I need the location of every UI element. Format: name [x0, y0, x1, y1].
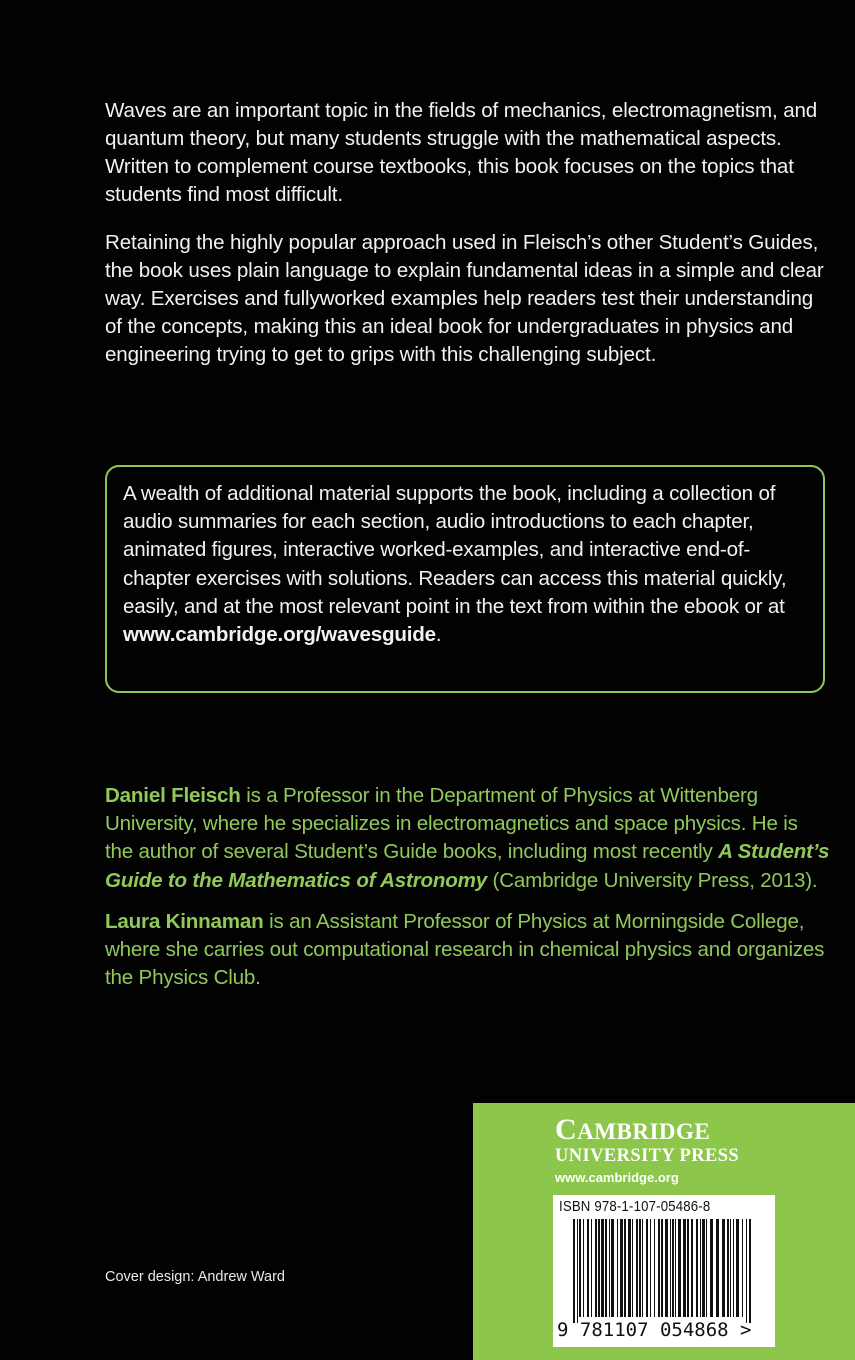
barcode-bar [742, 1219, 743, 1317]
box-text: A wealth of additional material supports the book, including a collection of audio summaries for each section, audio introductions to each chapter, animated figures, interactive worked-examples, and interactive end-of-chapter exercises with solutions. Readers can access this material quickly, easily, and at the most relevant point in the text from within the ebook or at [123, 482, 787, 618]
barcode-bar [639, 1219, 641, 1317]
publisher-subtitle: UNIVERSITY PRESS [555, 1146, 740, 1166]
barcode-bar [642, 1219, 643, 1317]
barcode-bar [702, 1219, 705, 1317]
barcode-bar [749, 1219, 751, 1323]
author-text-2: is an Assistant Professor of Physics at Morningside College, where she carries out computational research in chemical physics and organizes the Physics Club. [105, 909, 825, 990]
barcode-digits: 9 781107 054868 > [557, 1319, 752, 1341]
author-bio-2 [105, 908, 830, 993]
barcode-bar [577, 1219, 578, 1323]
author-bios [105, 782, 830, 1005]
barcode-bar [646, 1219, 648, 1317]
barcode-bar [595, 1219, 597, 1317]
barcode-bar [672, 1219, 674, 1317]
barcode-bar [632, 1219, 633, 1317]
barcode-bar [587, 1219, 589, 1317]
barcode-bar [611, 1219, 614, 1317]
barcode-bar [583, 1219, 584, 1317]
barcode-bar [573, 1219, 575, 1323]
barcode-bar [691, 1219, 693, 1317]
barcode-bar [678, 1219, 681, 1317]
barcode-bar [665, 1219, 668, 1317]
barcode-bar [687, 1219, 689, 1317]
barcode-bar [650, 1219, 651, 1317]
publisher-url: www.cambridge.org [555, 1170, 679, 1185]
barcode-bar [605, 1219, 607, 1317]
publisher-block [473, 1103, 855, 1360]
barcode-bar [636, 1219, 638, 1317]
barcode-bar [601, 1219, 604, 1317]
logo-rest: AMBRIDGE [577, 1119, 711, 1144]
barcode-bar [696, 1219, 698, 1317]
author-name-2: Laura Kinnaman [105, 909, 264, 933]
book-title: A Student’s Guide to the Mathematics of Astronomy [105, 840, 830, 892]
logo-initial: C [555, 1113, 578, 1146]
barcode-bar [716, 1219, 719, 1317]
barcode-bar [706, 1219, 707, 1317]
barcode-bar [579, 1219, 581, 1317]
barcode-bar [727, 1219, 729, 1317]
barcode-bar [746, 1219, 747, 1323]
author-end-1: (Cambridge University Press, 2013). [487, 868, 818, 892]
cover-credit: Cover design: Andrew Ward [105, 1269, 285, 1285]
barcode-bar [733, 1219, 734, 1317]
barcode-bar [722, 1219, 725, 1317]
barcode-bar [658, 1219, 660, 1317]
barcode-bar [675, 1219, 676, 1317]
barcode-bar [710, 1219, 713, 1317]
author-text-1: is a Professor in the Department of Physics at Wittenberg University, where he specializes in electromagnetics and space physics. He is the author of several Student’s Guide books, including most recently [105, 784, 798, 864]
barcode-bar [591, 1219, 592, 1317]
barcode-bar [730, 1219, 731, 1317]
blurb-text-1: Waves are an important topic in the fields of mechanics, electromagnetism, and quantum theory, but many students struggle with the mathematical aspects. Written to complement course textbooks, this book focuses on the topics that students find most difficult. [105, 99, 818, 206]
barcode-bar [609, 1219, 610, 1317]
barcode-bar [683, 1219, 686, 1317]
barcode-bar [628, 1219, 631, 1317]
barcode-bar [598, 1219, 600, 1317]
author-bio-1 [105, 782, 830, 895]
box-end: . [435, 623, 442, 647]
description-paragraph-1 [105, 97, 827, 223]
barcode-bar [700, 1219, 701, 1317]
companion-url: www.cambridge.org/wavesguide [123, 623, 436, 647]
barcode [553, 1195, 775, 1347]
author-name-1: Daniel Fleisch [105, 784, 241, 807]
barcode-bar [617, 1219, 618, 1317]
blurb-text-2: Retaining the highly popular approach used in Fleisch’s other Student’s Guides, the book uses plain language to explain fundamental ideas in a simple and clear way. Exercises and fullyworked examples help readers test their understanding of the concepts, making this an ideal book for undergraduates in physics and engineering trying to get to grips with this challenging subject. [105, 231, 824, 366]
barcode-bar [670, 1219, 671, 1317]
additional-material-box [105, 465, 825, 693]
isbn-text: ISBN 978-1-107-05486-8 [559, 1198, 711, 1215]
barcode-bar [654, 1219, 655, 1317]
publisher-logo [555, 1113, 710, 1149]
barcode-bar [624, 1219, 626, 1317]
description-paragraph-2 [105, 229, 827, 383]
barcode-bar [736, 1219, 739, 1317]
barcode-bar [661, 1219, 663, 1317]
barcode-bar [620, 1219, 623, 1317]
